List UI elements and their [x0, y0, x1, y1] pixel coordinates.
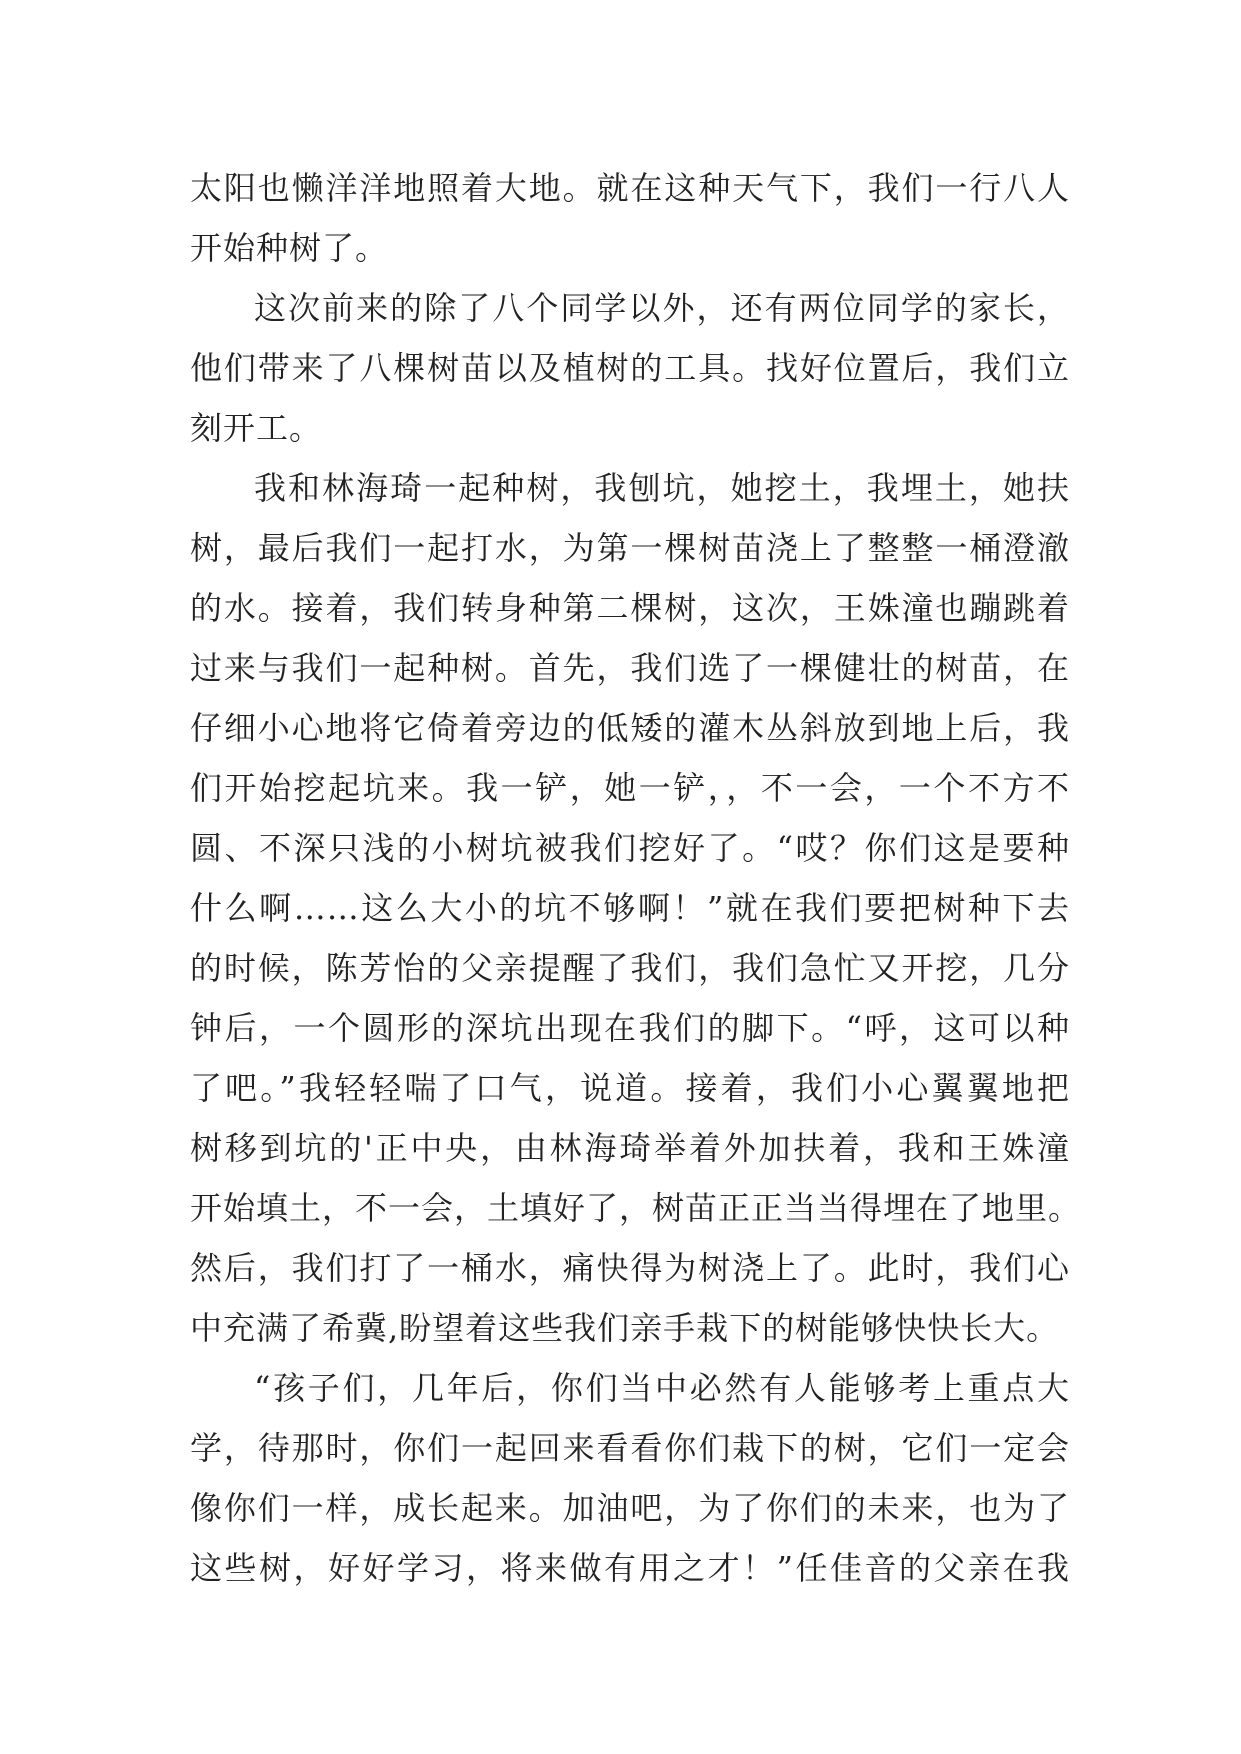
text-line: “孩子们，几年后，你们当中必然有人能够考上重点大	[254, 1369, 1070, 1407]
text-line: 像你们一样，成长起来。加油吧，为了你们的未来，也为了	[190, 1489, 1070, 1527]
text-line: 刻开工。	[190, 409, 323, 447]
paragraph	[190, 278, 1070, 458]
text-line: 圆、不深只浅的小树坑被我们挖好了。“哎？你们这是要种	[190, 829, 1070, 867]
text-line: 太阳也懒洋洋地照着大地。就在这种天气下，我们一行八人	[190, 169, 1070, 207]
text-line: 我和林海琦一起种树，我刨坑，她挖土，我埋土，她扶	[254, 469, 1070, 507]
text-line: 树，最后我们一起打水，为第一棵树苗浇上了整整一桶澄澈	[190, 529, 1070, 567]
body-text	[190, 158, 1082, 1598]
text-line: 们开始挖起坑来。我一铲，她一铲，，不一会，一个不方不	[190, 769, 1070, 807]
text-line: 开始填土，不一会，土填好了，树苗正正当当得埋在了地里。	[190, 1189, 1082, 1227]
text-line: 这次前来的除了八个同学以外，还有两位同学的家长，	[254, 289, 1070, 327]
paragraph	[190, 458, 1082, 1358]
text-line: 的时候，陈芳怡的父亲提醒了我们，我们急忙又开挖，几分	[190, 949, 1070, 987]
text-line: 过来与我们一起种树。首先，我们选了一棵健壮的树苗，在	[190, 649, 1070, 687]
text-line: 这些树，好好学习，将来做有用之才！”任佳音的父亲在我	[190, 1549, 1070, 1587]
paragraph	[190, 158, 1070, 278]
text-line: 然后，我们打了一桶水，痛快得为树浇上了。此时，我们心	[190, 1249, 1070, 1287]
text-line: 了吧。”我轻轻喘了口气，说道。接着，我们小心翼翼地把	[190, 1069, 1070, 1107]
text-line: 开始种树了。	[190, 229, 389, 267]
paragraph	[190, 1358, 1070, 1598]
text-line: 的水。接着，我们转身种第二棵树，这次，王姝潼也蹦跳着	[190, 589, 1070, 627]
text-line: 树移到坑的'正中央，由林海琦举着外加扶着，我和王姝潼	[190, 1129, 1070, 1167]
text-line: 他们带来了八棵树苗以及植树的工具。找好位置后，我们立	[190, 349, 1070, 387]
text-line: 仔细小心地将它倚着旁边的低矮的灌木丛斜放到地上后，我	[190, 709, 1070, 747]
text-line: 学，待那时，你们一起回来看看你们栽下的树，它们一定会	[190, 1429, 1070, 1467]
text-line: 中充满了希冀,盼望着这些我们亲手栽下的树能够快快长大。	[190, 1309, 1060, 1347]
text-line: 什么啊……这么大小的坑不够啊！”就在我们要把树种下去	[190, 889, 1070, 927]
text-line: 钟后，一个圆形的深坑出现在我们的脚下。“呼，这可以种	[190, 1009, 1070, 1047]
